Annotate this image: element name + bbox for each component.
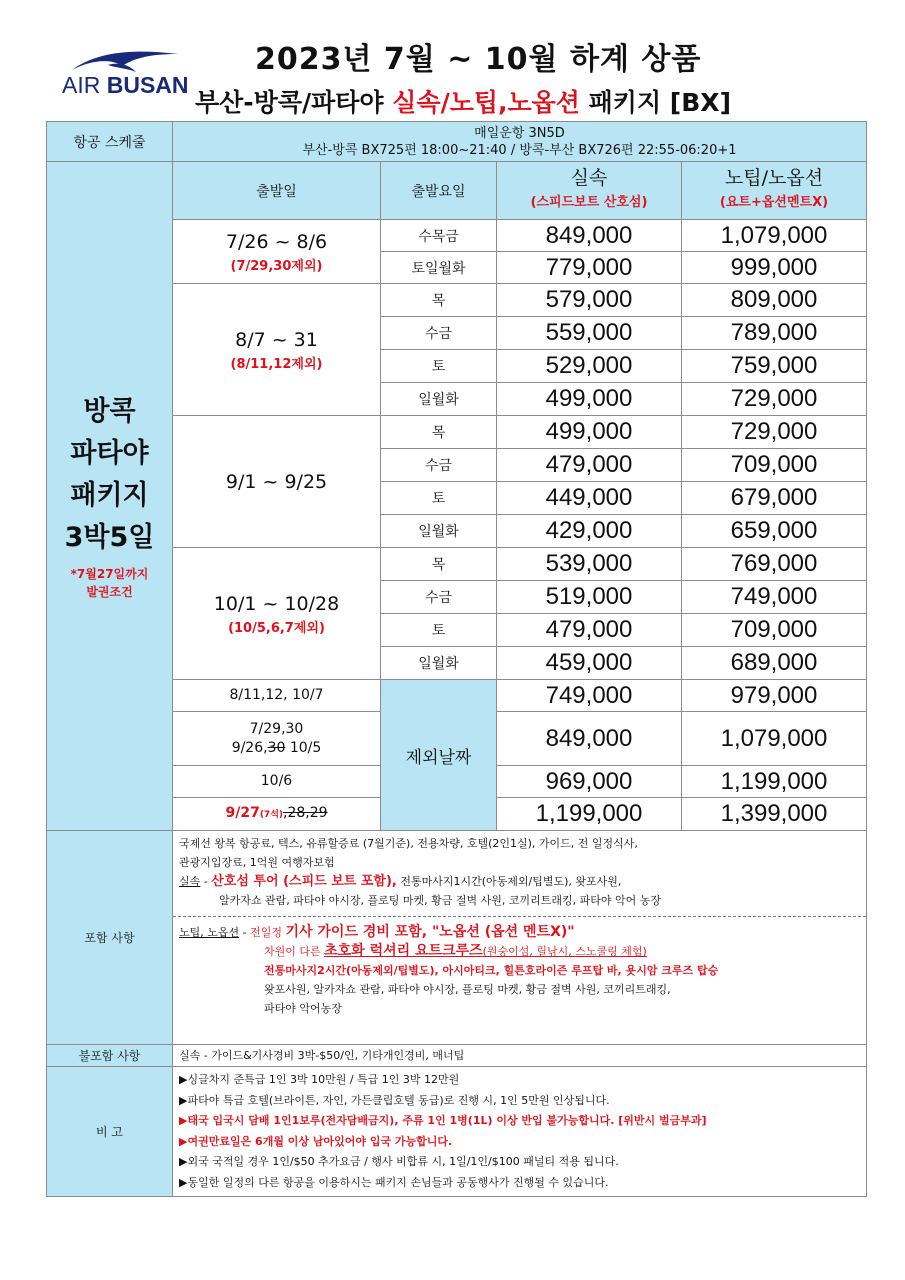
price-basic: 479,000 <box>497 449 682 482</box>
price-premium: 1,399,000 <box>682 798 867 831</box>
schedule-label: 항공 스케줄 <box>47 122 173 162</box>
price-premium: 769,000 <box>682 548 867 581</box>
price-basic: 479,000 <box>497 614 682 647</box>
price-basic: 849,000 <box>497 220 682 252</box>
price-basic: 579,000 <box>497 284 682 317</box>
date-range: 10/1 ~ 10/28 (10/5,6,7제외) <box>173 548 381 680</box>
price-premium: 1,079,000 <box>682 220 867 252</box>
price-basic: 779,000 <box>497 252 682 284</box>
price-premium: 679,000 <box>682 482 867 515</box>
price-basic: 749,000 <box>497 680 682 712</box>
day-cell: 일월화 <box>381 383 497 416</box>
excluded-date: 10/6 <box>173 766 381 798</box>
excludes-label: 불포함 사항 <box>47 1045 173 1067</box>
day-cell: 토 <box>381 614 497 647</box>
page-subtitle: 부산-방콕/파타야 실속/노팁,노옵션 패키지 [BX] <box>195 88 731 117</box>
price-premium: 749,000 <box>682 581 867 614</box>
day-cell: 목 <box>381 416 497 449</box>
price-premium: 809,000 <box>682 284 867 317</box>
price-basic: 539,000 <box>497 548 682 581</box>
price-premium: 689,000 <box>682 647 867 680</box>
price-basic: 429,000 <box>497 515 682 548</box>
day-cell: 토 <box>381 482 497 515</box>
includes-content: 국제선 왕복 항공료, 텍스, 유류할증료 (7월기준), 전용차량, 호텔(2인1실), 가이드, 전 일정식사, 관광지입장료, 1억원 여행자보험 실속 - 산호섬 투어 (스피드 보트 포함), 전통마사지1시간(아동제외/팁별도), 왓포사원, 알카자쇼 관람, 파타야 야시장, 플로팅 마켓, 황금 절벽 사원, 코끼리트래킹, 파타야 악어 농장 노팁, 노옵션 - 전일정 기사 가이드 경비 포함, "노옵션 (옵션 멘트X)" 차원이 다른 초호화 럭셔리 요트크루즈(원숭이섬, 릴낚시, 스노쿨링 체험) 전통마사지2시간(아동제외/팁별도), 아시아티크, 힐튼호라이즌 루프탑 바, 욧시암 크루즈 탑승 왓포사원, 알카자쇼 관람, 파타야 야시장, 플로팅 마켓, 황금 절벽 사원, 코끼리트래킹, 파타야 악어농장 <box>173 831 867 1045</box>
page-title: 2023년 7월 ~ 10월 하계 상품 <box>255 42 702 77</box>
date-range: 9/1 ~ 9/25 <box>173 416 381 548</box>
logo-wordmark: AIR BUSAN <box>62 72 189 98</box>
remarks-label: 비 고 <box>47 1067 173 1197</box>
schedule-info: 매일운항 3N5D 부산-방콕 BX725편 18:00~21:40 / 방콕-부산 BX726편 22:55-06:20+1 <box>173 122 867 162</box>
price-basic: 849,000 <box>497 712 682 766</box>
day-cell: 토일월화 <box>381 252 497 284</box>
price-premium: 709,000 <box>682 614 867 647</box>
col-header-basic: 실속 (스피드보트 산호섬) <box>497 162 682 220</box>
col-header-day: 출발요일 <box>381 162 497 220</box>
price-premium: 789,000 <box>682 317 867 350</box>
remarks-content: ▶싱글차지 준특급 1인 3박 10만원 / 특급 1인 3박 12만원 ▶파타야 특급 호텔(브라이튼, 자인, 가든클립호텔 동급)로 진행 시, 1인 5만원 인상됩니다. ▶태국 입국시 담배 1인1보루(전자담배금지), 주류 1인 1병(1L) 이상 반입 불가능합니다. [위반시 벌금부과] ▶여권만료일은 6개월 이상 남아있어야 입국 가능합니다. ▶외국 국적일 경우 1인/$50 추가요금 / 행사 비합류 시, 1일/1인/$100 패널티 적용 됩니다. ▶동일한 일정의 다른 항공을 이용하시는 패키지 손님들과 공동행사가 진행될 수 있습니다. <box>173 1067 867 1197</box>
price-basic: 499,000 <box>497 383 682 416</box>
price-basic: 529,000 <box>497 350 682 383</box>
price-premium: 999,000 <box>682 252 867 284</box>
price-premium: 759,000 <box>682 350 867 383</box>
day-cell: 수금 <box>381 581 497 614</box>
price-table <box>46 121 867 1197</box>
price-premium: 729,000 <box>682 416 867 449</box>
excludes-content: 실속 - 가이드&기사경비 3박-$50/인, 기타개인경비, 매너팁 <box>173 1045 867 1067</box>
price-basic: 1,199,000 <box>497 798 682 831</box>
day-cell: 토 <box>381 350 497 383</box>
includes-label: 포함 사항 <box>47 831 173 1045</box>
excluded-date: 9/27(7석),28,29 <box>173 798 381 831</box>
col-header-date: 출발일 <box>173 162 381 220</box>
excluded-dates-label: 제외날짜 <box>381 680 497 831</box>
price-premium: 1,199,000 <box>682 766 867 798</box>
price-basic: 459,000 <box>497 647 682 680</box>
col-header-premium: 노팁/노옵션 (요트+옵션멘트X) <box>682 162 867 220</box>
price-basic: 519,000 <box>497 581 682 614</box>
day-cell: 수금 <box>381 449 497 482</box>
day-cell: 수목금 <box>381 220 497 252</box>
price-premium: 659,000 <box>682 515 867 548</box>
price-premium: 1,079,000 <box>682 712 867 766</box>
day-cell: 일월화 <box>381 515 497 548</box>
date-range: 7/26 ~ 8/6 (7/29,30제외) <box>173 220 381 284</box>
price-premium: 709,000 <box>682 449 867 482</box>
date-range: 8/7 ~ 31 (8/11,12제외) <box>173 284 381 416</box>
price-premium: 979,000 <box>682 680 867 712</box>
day-cell: 일월화 <box>381 647 497 680</box>
day-cell: 수금 <box>381 317 497 350</box>
price-basic: 449,000 <box>497 482 682 515</box>
price-basic: 969,000 <box>497 766 682 798</box>
price-basic: 559,000 <box>497 317 682 350</box>
price-basic: 499,000 <box>497 416 682 449</box>
day-cell: 목 <box>381 548 497 581</box>
price-premium: 729,000 <box>682 383 867 416</box>
package-title: 방콕 파타야 패키지 3박5일 *7월27일까지 발권조건 <box>47 162 173 831</box>
excluded-date: 7/29,30 9/26,30 10/5 <box>173 712 381 766</box>
excluded-date: 8/11,12, 10/7 <box>173 680 381 712</box>
day-cell: 목 <box>381 284 497 317</box>
